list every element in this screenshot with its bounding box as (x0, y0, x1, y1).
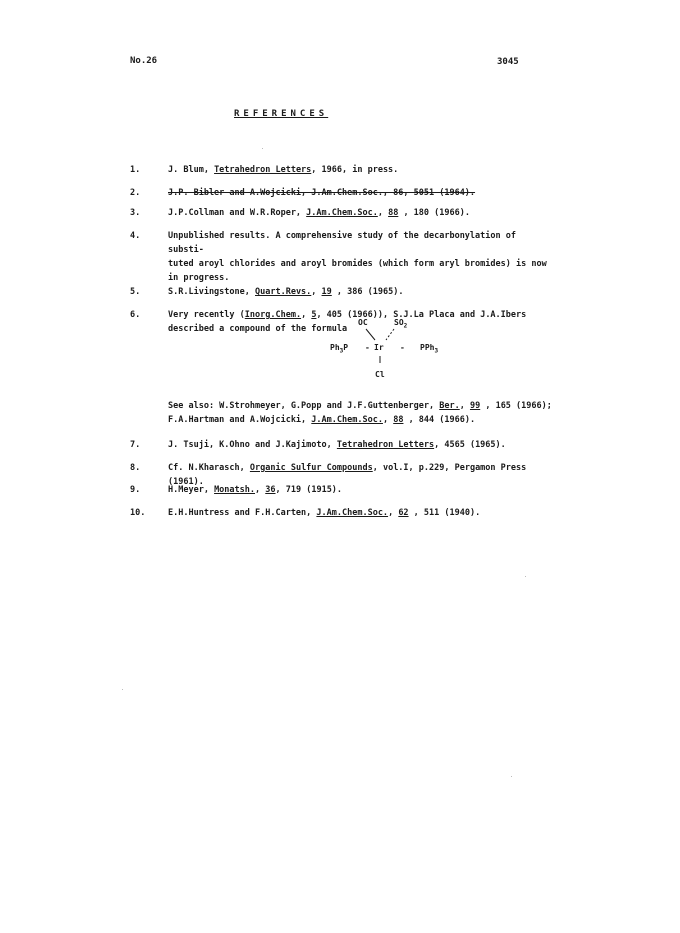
reference-number: 10. (130, 508, 146, 518)
citation-segment: in progress. (168, 273, 230, 283)
reference-number: 6. (130, 310, 141, 320)
citation-underlined: 88 (388, 208, 399, 218)
formula-pph3: PPh$_3$ (420, 343, 439, 355)
citation-underlined: Inorg.Chem. (244, 310, 302, 320)
citation-segment: Very recently ( (168, 310, 245, 320)
reference-text (168, 163, 553, 177)
citation-segment: See also: W.Strohmeyer, G.Popp and J.F.Guttenberger, (168, 401, 440, 411)
citation-segment: J.P.Collman and W.R.Roper, (168, 208, 307, 218)
reference-number: 1. (130, 165, 141, 175)
formula-dash-left: - (365, 343, 370, 352)
citation-underlined: Organic Sulfur Compounds (249, 463, 373, 473)
citation-segment: H.Meyer, (168, 485, 215, 495)
reference-number: 4. (130, 231, 141, 241)
citation-underlined: Monatsh. (214, 485, 256, 495)
citation-segment: , 719 (1915). (275, 485, 343, 495)
reference-text (168, 285, 553, 299)
citation-underlined: J.Am.Chem.Soc. (306, 208, 378, 218)
reference-text (168, 438, 553, 452)
citation-underlined: 88 (393, 415, 404, 425)
scan-speck (525, 576, 526, 577)
reference-text (168, 399, 553, 427)
citation-segment: J.P. Bibler and A.Wojcicki, J.Am.Chem.Soc., 86, 5051 (1964). (168, 188, 476, 198)
citation-segment: , 180 (1966). (398, 208, 470, 218)
citation-underlined: Quart.Revs. (255, 287, 312, 297)
citation-segment: , 1966, in press. (311, 165, 399, 175)
citation-underlined: 19 (321, 287, 332, 297)
reference-line (168, 399, 553, 413)
citation-underlined: 62 (398, 508, 409, 518)
citation-underlined: 5 (311, 310, 317, 320)
scan-speck (122, 689, 123, 690)
reference-text (168, 186, 553, 200)
reference-number: 3. (130, 208, 141, 218)
citation-segment: described a compound of the formula (168, 324, 348, 334)
chemical-formula (330, 318, 510, 388)
citation-segment: J. Blum, (168, 165, 215, 175)
reference-line (168, 438, 553, 452)
citation-underlined: Ber. (439, 401, 460, 411)
reference-text (168, 229, 553, 285)
reference-number: 5. (130, 287, 141, 297)
reference-text (168, 506, 553, 520)
reference-line (168, 206, 553, 220)
citation-segment: J. Tsuji, K.Ohno and J.Kajimoto, (168, 440, 337, 450)
references-heading: REFERENCES (234, 109, 329, 119)
citation-segment: , 844 (1966). (403, 415, 476, 425)
reference-number: 2. (130, 188, 141, 198)
reference-line (168, 257, 553, 271)
citation-segment: , vol.I, p.229, Pergamon Press (1961). (168, 463, 527, 487)
citation-segment: E.H.Huntress and F.H.Carten, (168, 508, 317, 518)
citation-underlined: J.Am.Chem.Soc. (311, 415, 383, 425)
page-number: 3045 (497, 57, 519, 67)
formula-so2: $SO_2$ (394, 318, 408, 330)
reference-line (168, 163, 553, 177)
citation-segment: , (301, 310, 312, 320)
citation-underlined: 99 (469, 401, 481, 411)
reference-text (168, 483, 553, 497)
citation-segment: , 405 (1966)), S.J.La Placa and J.A.Ibers (316, 310, 527, 320)
journal-issue: No.26 (130, 56, 158, 66)
citation-segment: , (382, 415, 394, 425)
reference-line (168, 271, 553, 285)
scan-speck (262, 148, 263, 149)
reference-number: 9. (130, 485, 141, 495)
reference-number: 8. (130, 463, 141, 473)
citation-segment: , 4565 (1965). (434, 440, 506, 450)
reference-number: 7. (130, 440, 141, 450)
citation-segment: Cf. N.Kharasch, (168, 463, 250, 473)
citation-underlined: J.Am.Chem.Soc. (316, 508, 389, 518)
reference-text (168, 206, 553, 220)
formula-ir: Ir (374, 343, 384, 352)
reference-line (168, 285, 553, 299)
citation-underlined: Tetrahedron Letters (336, 440, 435, 450)
citation-underlined: 36 (265, 485, 276, 495)
citation-segment: S.R.Livingstone, (168, 287, 255, 297)
reference-line (168, 483, 553, 497)
citation-segment: , (459, 401, 470, 411)
reference-line (168, 186, 553, 200)
reference-line (168, 506, 553, 520)
citation-segment: tuted aroyl chlorides and aroyl bromides (which form aryl bromides) is now (168, 259, 547, 269)
formula-dash-right: - (400, 343, 405, 352)
citation-segment: , (255, 485, 266, 495)
reference-line (168, 413, 553, 427)
citation-segment: F.A.Hartman and A.Wojcicki, (168, 415, 312, 425)
citation-segment: , 511 (1940). (408, 508, 481, 518)
citation-segment: , (377, 208, 389, 218)
citation-segment: , (388, 508, 399, 518)
formula-cl: Cl (375, 370, 385, 379)
citation-segment: , (311, 287, 322, 297)
citation-segment: , 165 (1966); (480, 401, 552, 411)
citation-underlined: Tetrahedron Letters (214, 165, 312, 175)
scan-speck (511, 776, 512, 777)
formula-ph3p: $Ph_3P$ (330, 343, 349, 355)
citation-segment: , 386 (1965). (331, 287, 404, 297)
citation-segment: Unpublished results. A comprehensive study of the decarbonylation of substi- (168, 231, 516, 255)
formula-oc: OC (358, 318, 368, 327)
reference-line (168, 229, 553, 257)
